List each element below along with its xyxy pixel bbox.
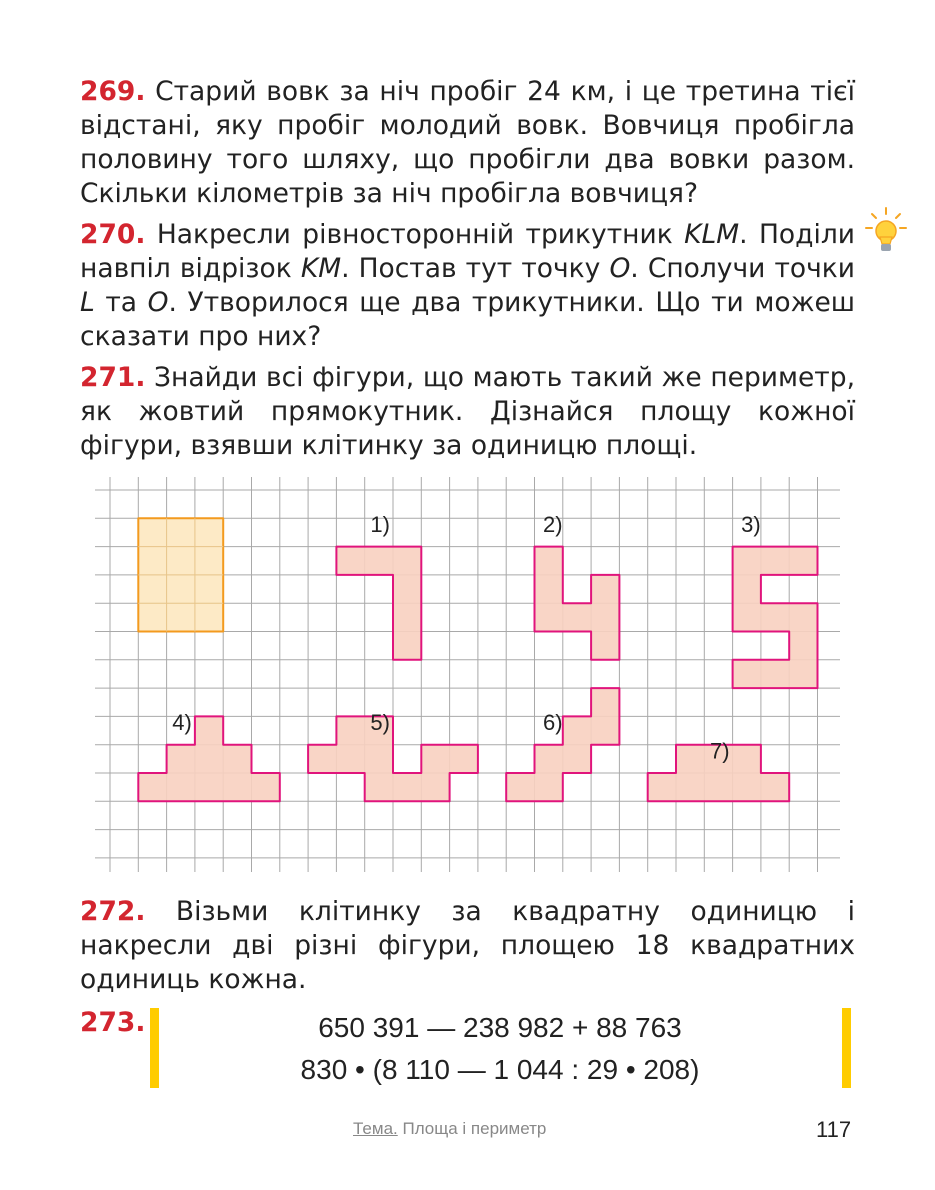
task-number: 271. <box>80 362 146 393</box>
figure-label-7: 7) <box>709 738 730 764</box>
page-number: 117 <box>816 1117 852 1142</box>
figure-label-1: 1) <box>370 512 390 538</box>
figure-label-4: 4) <box>172 710 192 736</box>
task-text-part: . Постав тут точку <box>341 253 610 284</box>
right-yellow-bar <box>842 1008 851 1088</box>
figure-grid <box>95 477 840 872</box>
point-o: O <box>147 287 169 318</box>
task-text: Знайди всі фігури, що мають такий же периметр, як жовтий прямокутник. Дізнайся площу кожної фігури, взявши клітинку за одиницю площі. <box>80 362 855 461</box>
triangle-name: KLM <box>684 219 740 250</box>
point-l: L <box>80 287 95 318</box>
figure-label-3: 3) <box>741 512 761 538</box>
task-270 <box>80 218 855 354</box>
figure-label-2: 2) <box>542 512 563 538</box>
figure-2 <box>535 547 620 660</box>
expression-2: 830 • (8 110 — 1 044 : 29 • 208) <box>300 1054 700 1085</box>
expression-1: 650 391 — 238 982 + 88 763 <box>318 1012 682 1043</box>
task-269 <box>80 75 855 211</box>
left-yellow-bar <box>150 1008 159 1088</box>
lightbulb-icon <box>864 206 908 262</box>
figure-label-5: 5) <box>370 710 390 736</box>
point-o: O <box>609 253 631 284</box>
figure-4 <box>138 716 279 801</box>
figure-labels <box>172 512 760 763</box>
figure-5 <box>308 716 478 801</box>
task-text-part: . Поділи навпіл відрізок <box>80 219 855 284</box>
task-272 <box>80 895 855 997</box>
task-text: Візьми клітинку за квадратну одиницю і накресли дві різні фігури, площею 18 квадратних одиниць кожна. <box>80 896 855 995</box>
task-271 <box>80 361 855 463</box>
topic-text: Площа і периметр <box>397 1119 547 1138</box>
task-text-part: та <box>94 287 148 318</box>
footer-topic <box>353 1119 546 1139</box>
topic-label: Тема. <box>353 1119 398 1138</box>
task-text-part: . Сполучи точки <box>630 253 855 284</box>
task-text-part: . Утворилося ще два трикутники. Що ти можеш сказати про них? <box>80 287 856 352</box>
task-number: 272. <box>80 896 146 927</box>
task-text: Старий вовк за ніч пробіг 24 км, і це третина тієї відстані, яку пробіг молодий вовк. Вовчиця пробігла половину того шляху, що пробігли два вовки разом. Скільки кілометрів за ніч пробігла вовчиця? <box>80 76 855 209</box>
figure-3 <box>733 547 818 689</box>
task-text-part: Накресли рівносторонній трикутник <box>156 219 685 250</box>
task-number: 270. <box>80 219 146 250</box>
segment-name: KM <box>300 253 342 284</box>
task-number-273: 273. <box>80 1007 146 1038</box>
figure-label-6: 6) <box>542 710 563 736</box>
task-number: 269. <box>80 76 146 107</box>
